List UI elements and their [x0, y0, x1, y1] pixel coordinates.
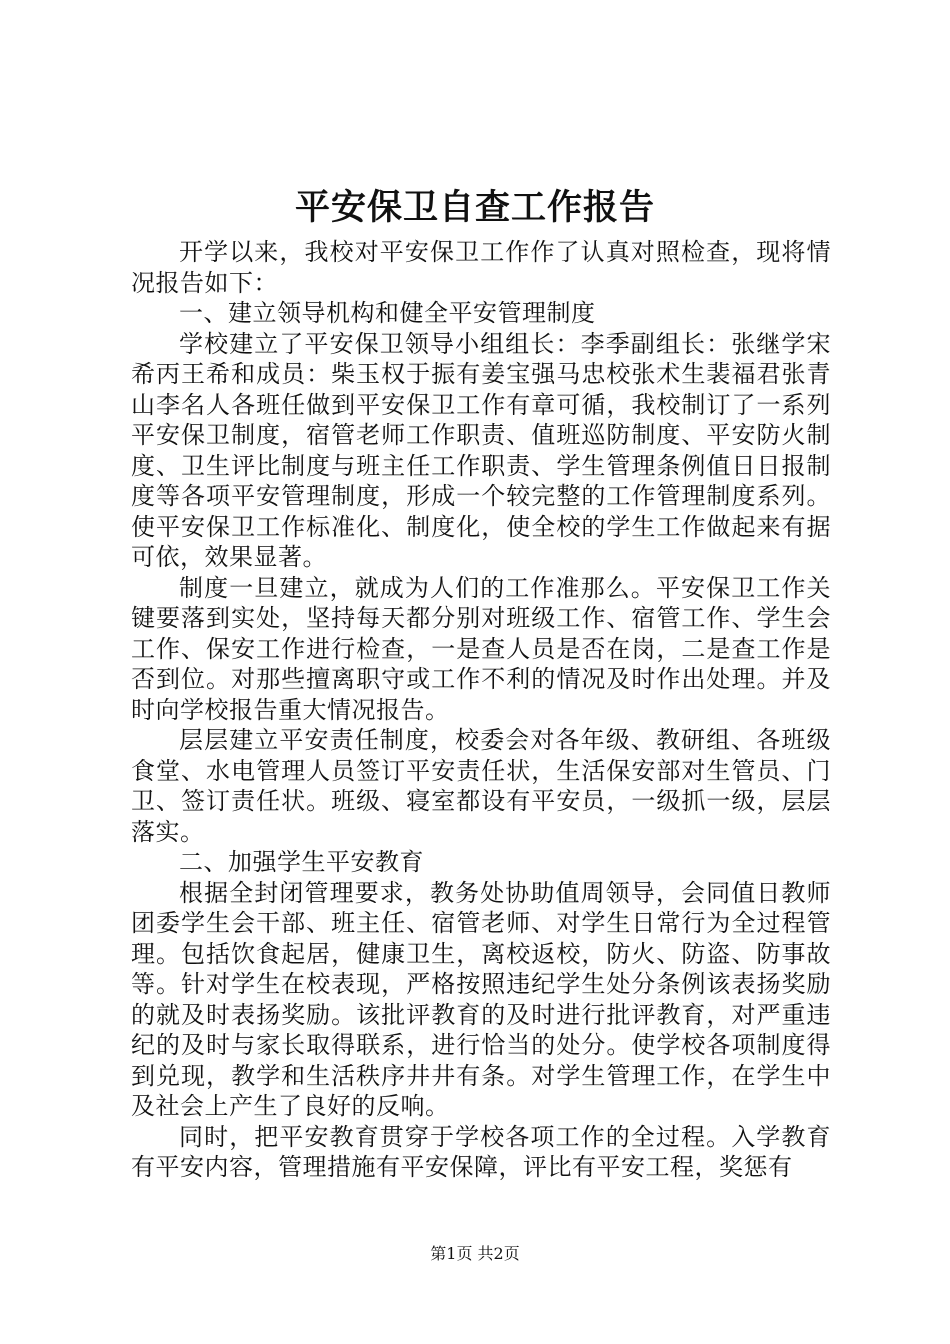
- body-paragraph: 层层建立平安责任制度，校委会对各年级、教研组、各班级食堂、水电管理人员签订平安责任状，生活保安部对生管员、门卫、签订责任状。班级、寝室都设有平安员，一级抓一级，层层落实。: [131, 726, 831, 846]
- page-footer: 第1页 共2页: [430, 1244, 520, 1263]
- document-body: [131, 237, 831, 1183]
- body-paragraph: 制度一旦建立，就成为人们的工作准那么。平安保卫工作关键要落到实处，坚持每天都分别对班级工作、宿管工作、学生会工作、保安工作进行检查，一是查人员是否在岗，二是查工作是否到位。对那些擅离职守或工作不利的情况及时作出处理。并及时向学校报告重大情况报告。: [131, 573, 831, 724]
- section-heading-2: 二、加强学生平安教育: [179, 848, 424, 876]
- body-paragraph: 学校建立了平安保卫领导小组组长：李季副组长：张继学宋希丙王希和成员：柴玉权于振有姜宝强马忠校张术生裴福君张青山李名人各班任做到平安保卫工作有章可循，我校制订了一系列平安保卫制度，宿管老师工作职责、值班巡防制度、平安防火制度、卫生评比制度与班主任工作职责、学生管理条例值日日报制度等各项平安管理制度，形成一个较完整的工作管理制度系列。使平安保卫工作标准化、制度化，使全校的学生工作做起来有据可依，效果显著。: [131, 329, 831, 571]
- intro-paragraph: 开学以来，我校对平安保卫工作作了认真对照检查，现将情况报告如下：: [131, 238, 831, 297]
- document-title: 平安保卫自查工作报告: [294, 187, 655, 228]
- body-paragraph: 根据全封闭管理要求，教务处协助值周领导，会同值日教师团委学生会干部、班主任、宿管老师、对学生日常行为全过程管理。包括饮食起居，健康卫生，离校返校，防火、防盗、防事故等。针对学生在校表现，严格按照违纪学生处分条例该表扬奖励的就及时表扬奖励。该批评教育的及时进行批评教育，对严重违纪的及时与家长取得联系，进行恰当的处分。使学校各项制度得到兑现，教学和生活秩序井井有条。对学生管理工作，在学生中及社会上产生了良好的反响。: [131, 878, 831, 1120]
- section-heading-1: 一、建立领导机构和健全平安管理制度: [179, 299, 596, 327]
- body-paragraph: 同时，把平安教育贯穿于学校各项工作的全过程。入学教育有平安内容，管理措施有平安保障，评比有平安工程，奖惩有: [131, 1122, 831, 1181]
